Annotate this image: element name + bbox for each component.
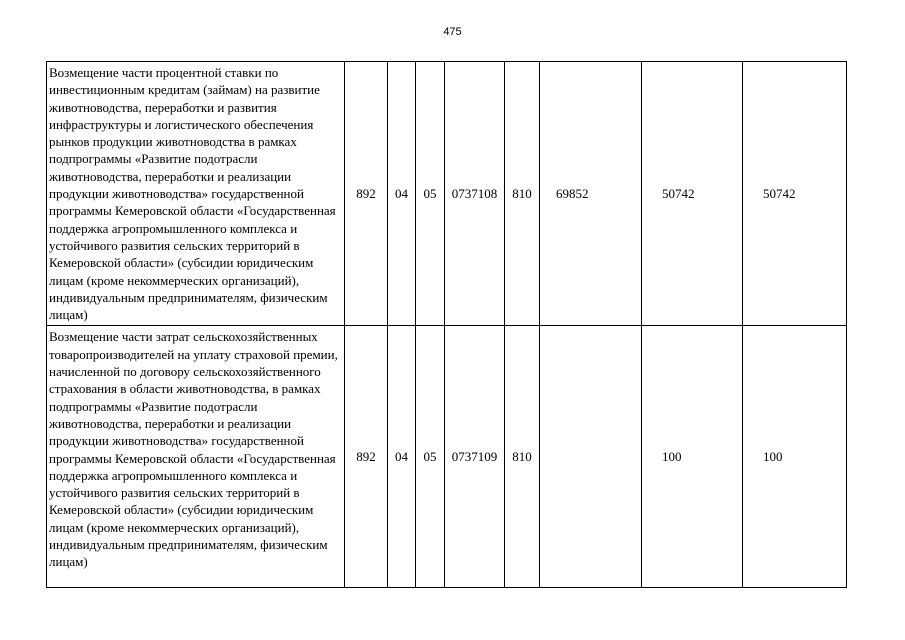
subsection-code: 05 bbox=[416, 62, 445, 326]
subsection-code: 05 bbox=[416, 326, 445, 588]
amount-year-1 bbox=[540, 326, 642, 588]
expense-type-code: 810 bbox=[505, 62, 540, 326]
target-article-code: 0737109 bbox=[445, 326, 505, 588]
row-description: Возмещение части процентной ставки по инвестиционным кредитам (займам) на развитие животноводства, переработки и развития инфраструктуры и логистического обеспечения рынков продукции животноводства в рамках подпрограммы «Развитие подотрасли животноводства, переработки и реализации продукции животноводства» государственной программы Кемеровской области «Государственная поддержка агропромышленного комплекса и устойчивого развития сельских территорий в Кемеровской области» (субсидии юридическим лицам (кроме некоммерческих организаций), индивидуальным предпринимателям, физическим лицам) bbox=[47, 62, 345, 326]
target-article-code: 0737108 bbox=[445, 62, 505, 326]
table-row bbox=[47, 326, 847, 588]
page-number: 475 bbox=[443, 26, 462, 38]
section-code: 04 bbox=[388, 326, 416, 588]
amount-year-3: 50742 bbox=[743, 62, 847, 326]
amount-year-2: 50742 bbox=[642, 62, 743, 326]
ministry-code: 892 bbox=[345, 326, 388, 588]
amount-year-2: 100 bbox=[642, 326, 743, 588]
amount-year-1: 69852 bbox=[540, 62, 642, 326]
table-row bbox=[47, 62, 847, 326]
expense-type-code: 810 bbox=[505, 326, 540, 588]
row-description: Возмещение части затрат сельскохозяйственных товаропроизводителей на уплату страховой премии, начисленной по договору сельскохозяйственного страхования в области животноводства, в рамках подпрограммы «Развитие подотрасли животноводства, переработки и реализации продукции животноводства» государственной программы Кемеровской области «Государственная поддержка агропромышленного комплекса и устойчивого развития сельских территорий в Кемеровской области» (субсидии юридическим лицам (кроме некоммерческих организаций), индивидуальным предпринимателям, физическим лицам) bbox=[47, 326, 345, 588]
section-code: 04 bbox=[388, 62, 416, 326]
ministry-code: 892 bbox=[345, 62, 388, 326]
budget-table bbox=[46, 61, 847, 588]
amount-year-3: 100 bbox=[743, 326, 847, 588]
